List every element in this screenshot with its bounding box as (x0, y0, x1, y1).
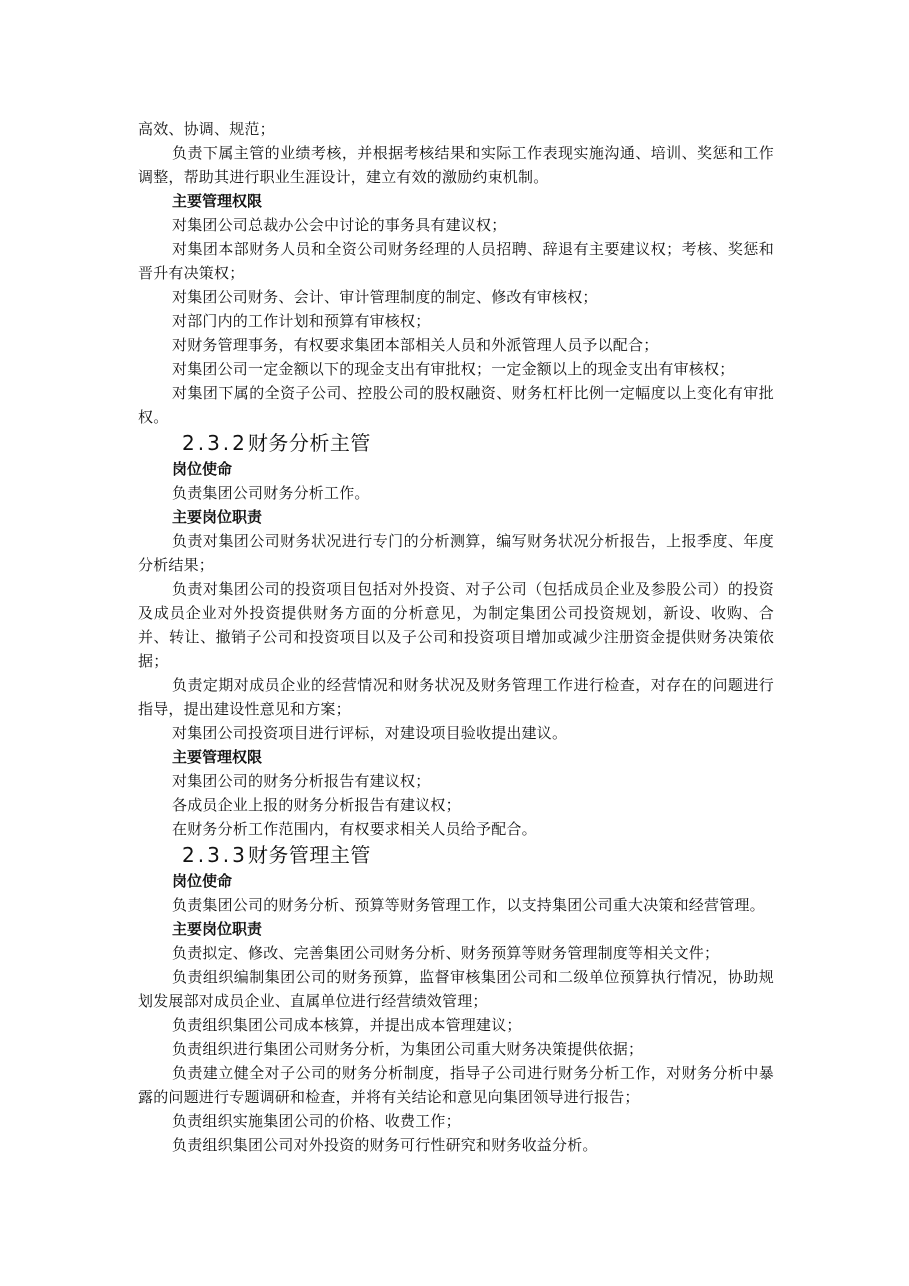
list-item: 对集团公司财务、会计、审计管理制度的制定、修改有审核权； (172, 288, 598, 306)
section-number: 2.3.2 (182, 431, 248, 455)
paragraph: 负责下属主管的业绩考核，并根据考核结果和实际工作表现实施沟通、培训、奖惩和工作调整，帮助其进行职业生涯设计，建立有效的激励约束机制。 (138, 144, 774, 186)
list-item: 对集团公司投资项目进行评标，对建设项目验收提出建议。 (172, 724, 568, 742)
list-item: 对集团公司一定金额以下的现金支出有审批权；一定金额以上的现金支出有审核权； (172, 360, 735, 378)
section-title: 财务管理主管 (247, 843, 371, 867)
subheading-mission: 岗位使命 (172, 460, 233, 478)
subheading-authority: 主要管理权限 (172, 192, 263, 210)
paragraph: 负责集团公司的财务分析、预算等财务管理工作，以支持集团公司重大决策和经营管理。 (172, 896, 765, 914)
list-item: 负责组织编制集团公司的财务预算，监督审核集团公司和二级单位预算执行情况，协助规划发展部对成员企业、直属单位进行经营绩效管理； (138, 968, 774, 1010)
section-number: 2.3.3 (182, 843, 248, 867)
list-item: 对集团本部财务人员和全资公司财务经理的人员招聘、辞退有主要建议权；考核、奖惩和晋升有决策权； (138, 240, 774, 282)
list-item: 负责拟定、修改、完善集团公司财务分析、财务预算等财务管理制度等相关文件； (172, 944, 720, 962)
section-heading-232 (138, 429, 774, 457)
section-heading-233 (138, 841, 774, 869)
list-item: 对集团公司总裁办公会中讨论的事务具有建议权； (172, 216, 507, 234)
list-item: 在财务分析工作范围内，有权要求相关人员给予配合。 (172, 820, 537, 838)
list-item: 负责组织集团公司对外投资的财务可行性研究和财务收益分析。 (172, 1136, 598, 1154)
list-item: 负责对集团公司财务状况进行专门的分析测算，编写财务状况分析报告，上报季度、年度分析结果； (138, 532, 774, 574)
subheading-mission: 岗位使命 (172, 872, 233, 890)
list-item: 负责组织集团公司成本核算，并提出成本管理建议； (172, 1016, 522, 1034)
document-body (138, 117, 774, 1157)
list-item: 各成员企业上报的财务分析报告有建议权； (172, 796, 461, 814)
list-item: 负责组织进行集团公司财务分析，为集团公司重大财务决策提供依据； (172, 1040, 644, 1058)
paragraph: 负责集团公司财务分析工作。 (172, 484, 370, 502)
section-title: 财务分析主管 (247, 431, 371, 455)
list-item: 对集团公司的财务分析报告有建议权； (172, 772, 431, 790)
subheading-duties: 主要岗位职责 (172, 508, 263, 526)
list-item: 对集团下属的全资子公司、控股公司的股权融资、财务杠杆比例一定幅度以上变化有审批权。 (138, 384, 774, 426)
list-item: 对财务管理事务，有权要求集团本部相关人员和外派管理人员予以配合； (172, 336, 659, 354)
paragraph: 高效、协调、规范； (138, 120, 275, 138)
list-item: 负责定期对成员企业的经营情况和财务状况及财务管理工作进行检查，对存在的问题进行指导，提出建设性意见和方案； (138, 676, 774, 718)
subheading-authority: 主要管理权限 (172, 748, 263, 766)
subheading-duties: 主要岗位职责 (172, 920, 263, 938)
list-item: 对部门内的工作计划和预算有审核权； (172, 312, 431, 330)
list-item: 负责组织实施集团公司的价格、收费工作； (172, 1112, 461, 1130)
list-item: 负责对集团公司的投资项目包括对外投资、对子公司（包括成员企业及参股公司）的投资及成员企业对外投资提供财务方面的分析意见，为制定集团公司投资规划，新设、收购、合并、转让、撤销子公司和投资项目以及子公司和投资项目增加或减少注册资金提供财务决策依据； (138, 580, 774, 670)
list-item: 负责建立健全对子公司的财务分析制度，指导子公司进行财务分析工作，对财务分析中暴露的问题进行专题调研和检查，并将有关结论和意见向集团领导进行报告； (138, 1064, 774, 1106)
